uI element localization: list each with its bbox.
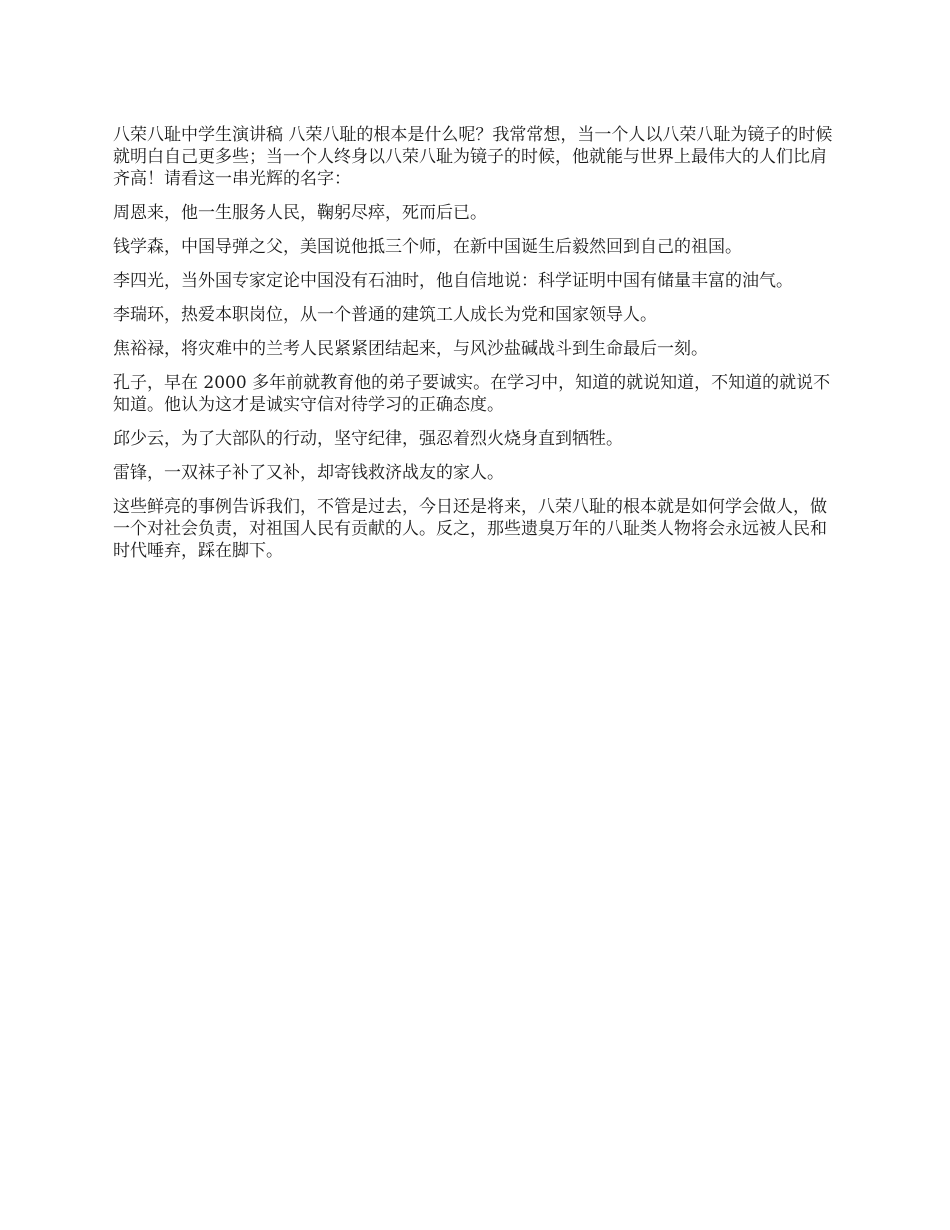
paragraph-li-ruihuan: 李瑞环，热爱本职岗位，从一个普通的建筑工人成长为党和国家领导人。 xyxy=(113,305,657,325)
paragraph-confucius: 孔子，早在 2000 多年前就教育他的弟子要诚实。在学习中，知道的就说知道，不知道的就说不知道。他认为这才是诚实守信对待学习的正确态度。 xyxy=(113,373,831,415)
paragraph-qian-xuesen: 钱学森，中国导弹之父，美国说他抵三个师，在新中国诞生后毅然回到自己的祖国。 xyxy=(113,237,742,257)
paragraph-qiu-shaoyun: 邱少云，为了大部队的行动，坚守纪律，强忍着烈火烧身直到牺牲。 xyxy=(113,429,623,449)
paragraph-jiao-yulu: 焦裕禄，将灾难中的兰考人民紧紧团结起来，与风沙盐碱战斗到生命最后一刻。 xyxy=(113,339,708,359)
paragraph-intro: 八荣八耻中学生演讲稿 八荣八耻的根本是什么呢？我常常想，当一个人以八荣八耻为镜子的时候就明白自己更多些；当一个人终身以八荣八耻为镜子的时候，他就能与世界上最伟大的人们比肩齐高！请看这一串光辉的名字： xyxy=(113,125,833,189)
paragraph-li-siguang: 李四光，当外国专家定论中国没有石油时，他自信地说：科学证明中国有储量丰富的油气。 xyxy=(113,271,793,291)
document-body xyxy=(113,124,841,574)
paragraph-lei-feng: 雷锋，一双袜子补了又补，却寄钱救济战友的家人。 xyxy=(113,463,504,483)
paragraph-zhou-enlai: 周恩来，他一生服务人民，鞠躬尽瘁，死而后已。 xyxy=(113,203,487,223)
paragraph-conclusion: 这些鲜亮的事例告诉我们，不管是过去，今日还是将来，八荣八耻的根本就是如何学会做人，做一个对社会负责，对祖国人民有贡献的人。反之，那些遗臭万年的八耻类人物将会永远被人民和时代唾弃，踩在脚下。 xyxy=(113,497,827,561)
